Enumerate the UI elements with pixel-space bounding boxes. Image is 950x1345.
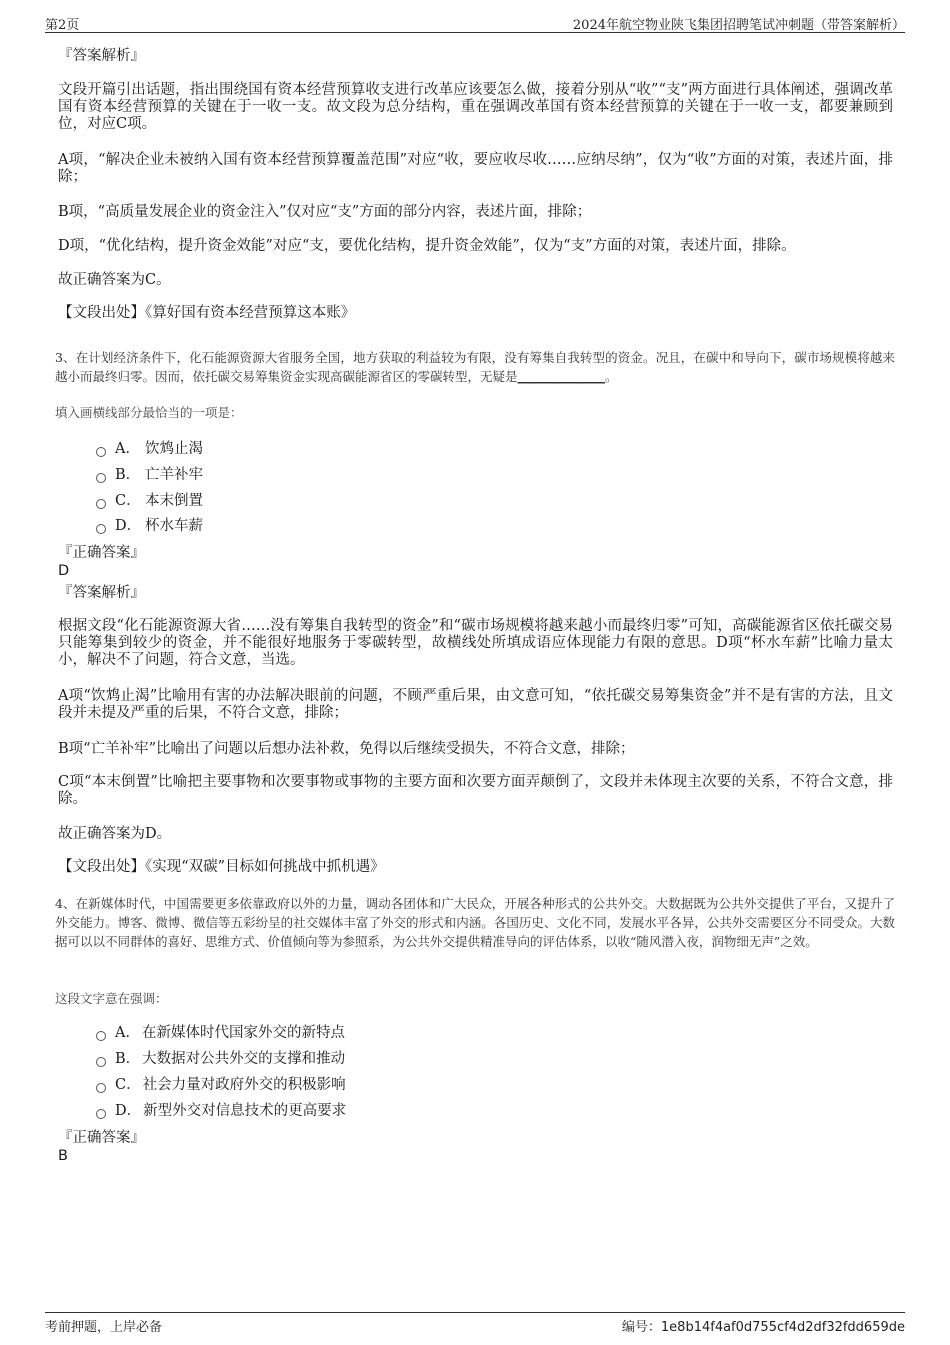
analysis-paragraph [58,826,893,843]
document-code: 编号：1e8b14f4af0d755cf4d2df32fdd659de [621,1320,905,1335]
analysis-text: B项“亡羊补牢”比喻出了问题以后想办法补救，免得以后继续受损失，不符合文意，排除； [58,741,635,757]
radio-icon[interactable] [96,1031,106,1041]
radio-icon[interactable] [96,499,106,509]
analysis-paragraph [58,204,893,221]
option-c[interactable]: C． 社会力量对政府外交的积极影响 [96,1076,346,1094]
question-prompt: 这段文字意在强调： [55,991,168,1006]
page-header [45,12,905,33]
answer-statement: 故正确答案为C。 [58,272,171,288]
analysis-text: 文段开篇引出话题，指出围绕国有资本经营预算收支进行改革应该要怎么做，接着分别从“收”“支”两方面进行具体阐述，强调改革国有资本经营预算的关键在于一收一支。故文段为总分结构，重在强调改革国有资本经营预算的关键在于一收一支，都要兼顾到位，对应C项。 [58,82,893,132]
analysis-tag: 『答案解析』 [58,48,145,64]
analysis-text: A项“饮鸩止渴”比喻用有害的办法解决眼前的问题，不顾严重后果，由文意可知，“依托碳交易筹集资金”并不是有害的方法，且文段并未提及严重的后果，不符合文意，排除； [58,688,893,721]
option-b[interactable]: B． 大数据对公共外交的支撑和推动 [96,1050,345,1068]
correct-answer: B [58,1148,68,1164]
page-number: 第2页 [45,18,80,33]
analysis-paragraph [58,774,893,808]
footer-slogan: 考前押题，上岸必备 [45,1320,163,1335]
radio-icon[interactable] [96,1083,106,1093]
analysis-text: 根据文段“化石能源资源大省……没有筹集自我转型的资金”和“碳市场规模将越来越小而最终归零”可知，高碳能源省区依托碳交易只能筹集到较少的资金，并不能很好地服务于零碳转型，故横线处所填成语应体现能力有限的意思。D项“杯水车薪”比喻力量太小，解决不了问题，符合文意，当选。 [58,618,893,668]
analysis-text: A项，“解决企业未被纳入国有资本经营预算覆盖范围”对应“收，要应收尽收……应纳尽纳”，仅为“收”方面的对策，表述片面，排除； [58,152,893,185]
radio-icon[interactable] [96,1057,106,1067]
option-d[interactable]: D． 杯水车薪 [96,517,203,535]
analysis-text: D项，“优化结构，提升资金效能”对应“支，要优化结构，提升资金效能”，仅为“支”方面的对策，表述片面，排除。 [58,238,796,254]
analysis-paragraph [58,238,893,255]
option-d[interactable]: D． 新型外交对信息技术的更高要求 [96,1102,346,1120]
page-footer [45,1312,905,1333]
source-citation: 【文段出处】《算好国有资本经营预算这本账》 [58,305,356,321]
option-a[interactable]: A． 在新媒体时代国家外交的新特点 [96,1024,345,1042]
question-prompt: 填入画横线部分最恰当的一项是： [55,405,243,420]
correct-answer-tag: 『正确答案』 [58,545,145,561]
analysis-tag: 『答案解析』 [58,585,145,601]
source-citation: 【文段出处】《实现“双碳”目标如何挑战中抓机遇》 [58,859,385,875]
question-stem: 4、在新媒体时代，中国需要更多依靠政府以外的力量，调动各团体和广大民众，开展各种形式的公共外交。大数据既为公共外交提供了平台，又提升了外交能力。博客、微博、微信等五彩纷呈的社交媒体丰富了外交的形式和内涵。各国历史、文化不同，发展水平各异，公共外交需要区分不同受众。大数据可以以不同群体的喜好、思维方式、价值倾向等为参照系，为公共外交提供精准导向的评估体系，以收“随风潜入夜，润物细无声”之效。 [55,896,895,949]
radio-icon[interactable] [96,1109,106,1119]
analysis-paragraph [58,741,893,758]
answer-statement: 故正确答案为D。 [58,826,172,842]
correct-answer: D [58,563,70,579]
option-a[interactable]: A． 饮鸩止渴 [96,440,203,458]
radio-icon[interactable] [96,524,106,534]
correct-answer-tag: 『正确答案』 [58,1130,145,1146]
analysis-text: C项“本末倒置”比喻把主要事物和次要事物或事物的主要方面和次要方面弄颠倒了，文段并未体现主次要的关系，不符合文意，排除。 [58,774,893,807]
analysis-paragraph [58,82,893,133]
analysis-paragraph [58,688,893,722]
option-b[interactable]: B． 亡羊补牢 [96,466,203,484]
analysis-text: B项，“高质量发展企业的资金注入”仅对应“支”方面的部分内容，表述片面，排除； [58,204,592,220]
answer-blank: ______________ [517,369,606,384]
analysis-paragraph [58,152,893,186]
radio-icon[interactable] [96,447,106,457]
radio-icon[interactable] [96,473,106,483]
analysis-paragraph [58,618,893,669]
option-c[interactable]: C． 本末倒置 [96,492,203,510]
document-title: 2024年航空物业陕飞集团招聘笔试冲刺题（带答案解析） [572,18,905,33]
question-stem: 3、在计划经济条件下，化石能源资源大省服务全国，地方获取的利益较为有限，没有筹集自我转型的资金。况且，在碳中和导向下，碳市场规模将越来越小而最终归零。因而，依托碳交易筹集资金实现高碳能源省区的零碳转型，无疑是______________。 [55,350,895,384]
analysis-paragraph [58,272,893,289]
